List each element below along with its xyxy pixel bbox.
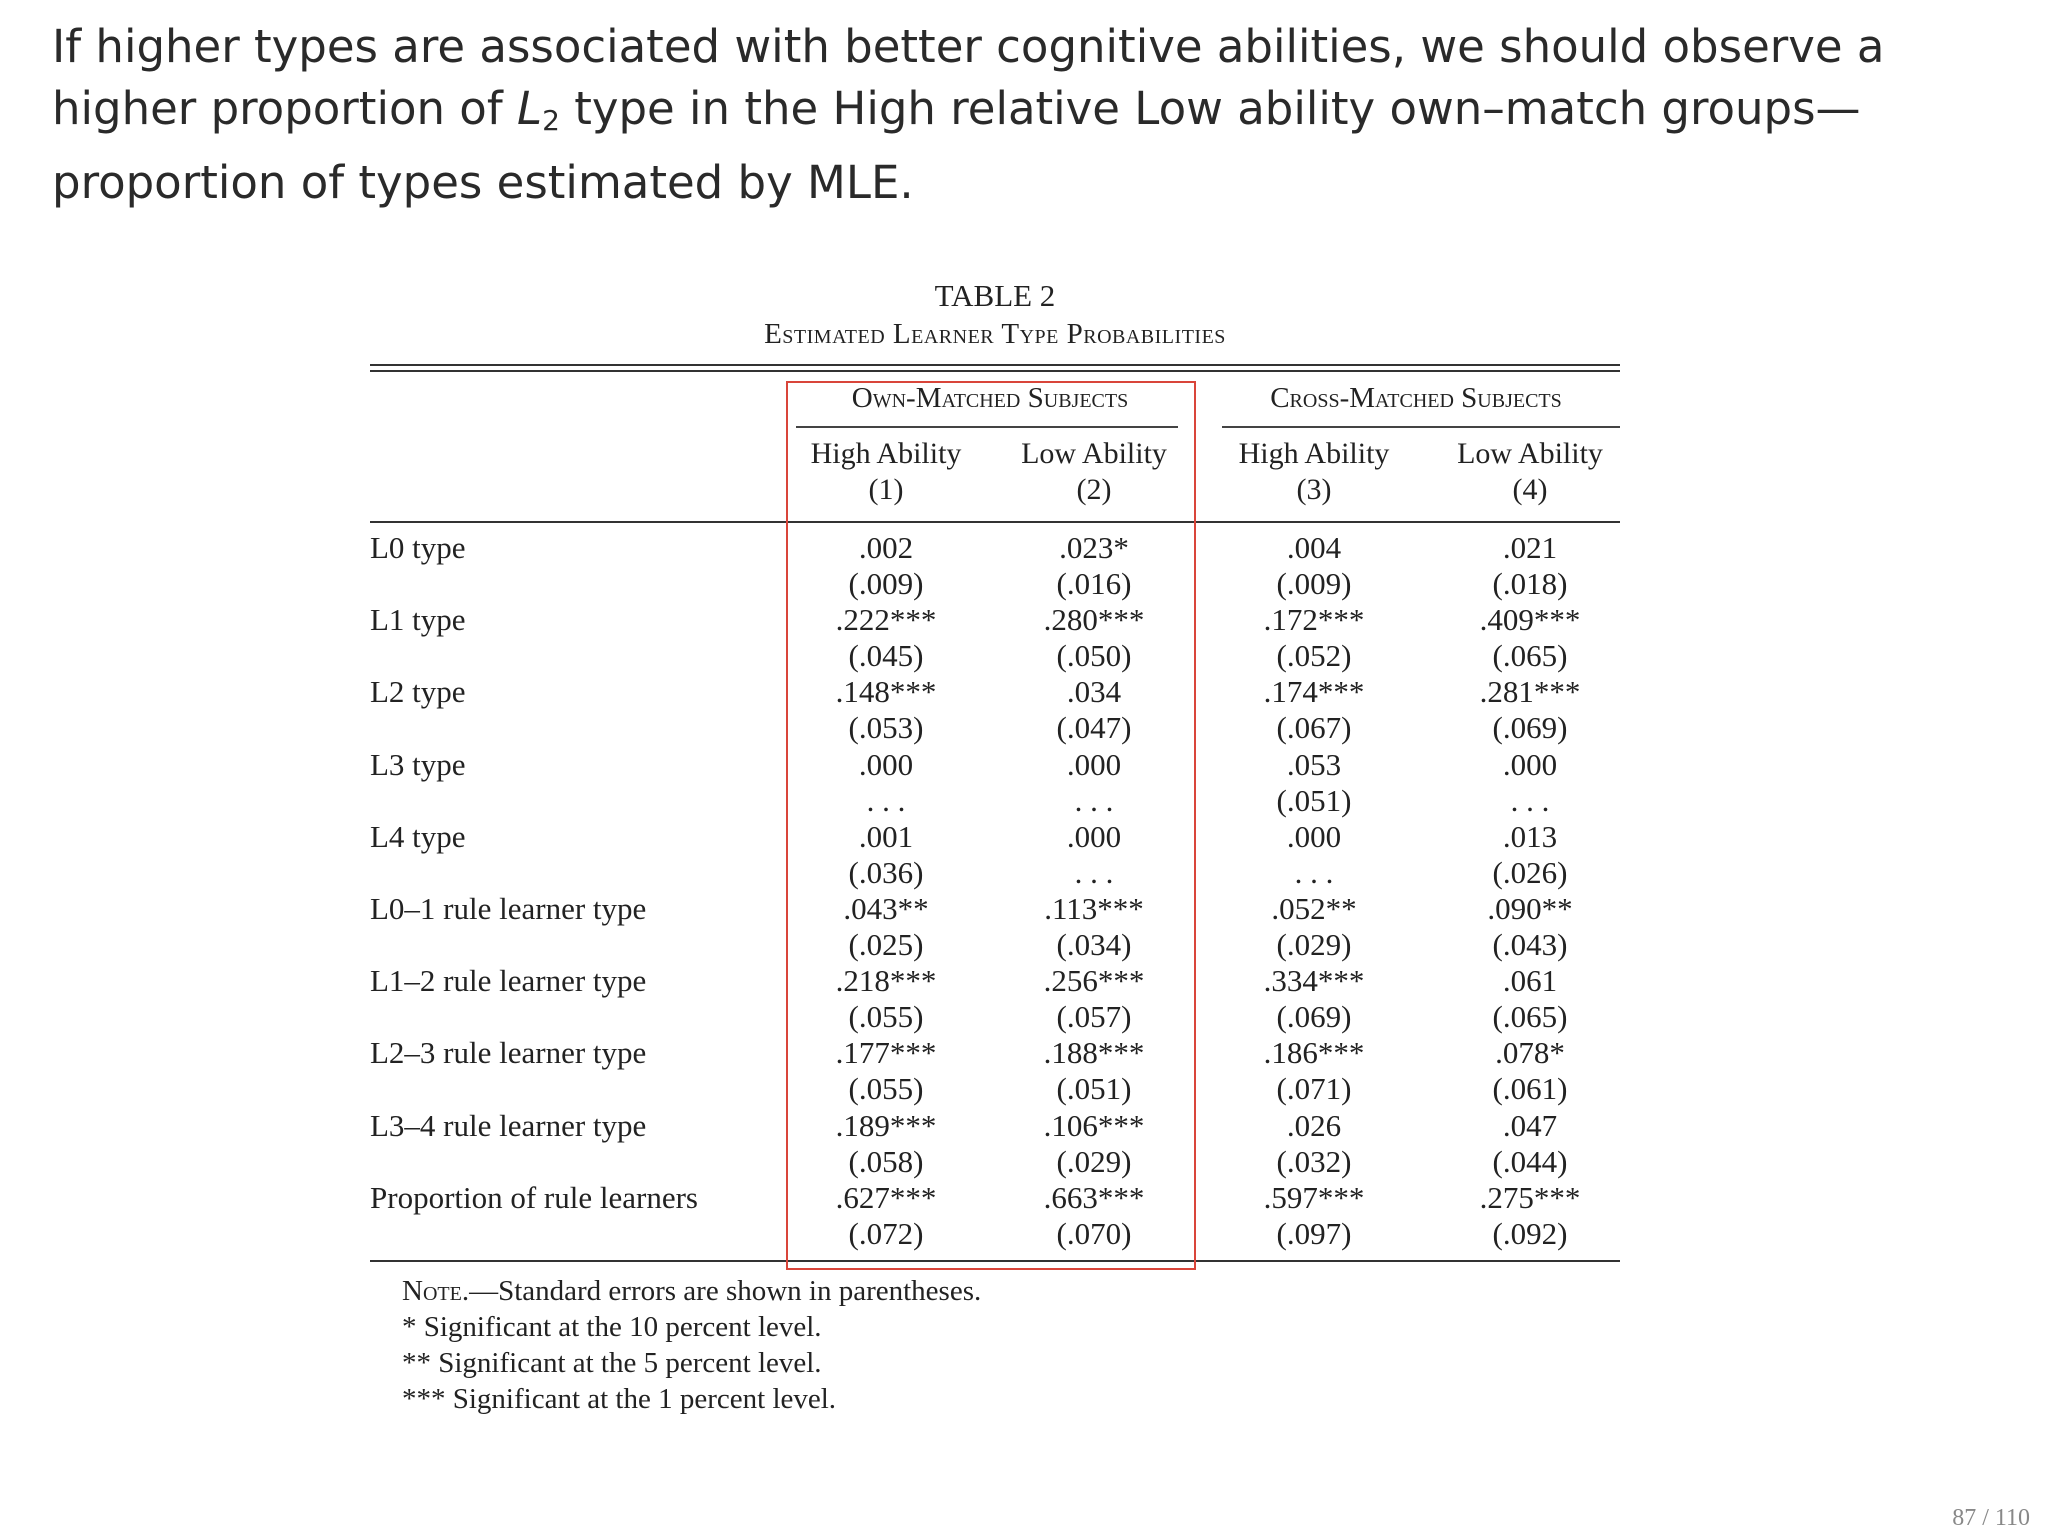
std-error-cell: (.065): [1492, 638, 1568, 674]
estimate-cell: .627***: [835, 1179, 937, 1215]
note-lead: Note.: [402, 1275, 470, 1307]
estimate-cell: .281***: [1479, 674, 1581, 710]
std-error-cell: (.009): [1276, 566, 1352, 601]
estimate-cell: .222***: [835, 602, 937, 638]
std-error-cell: (.045): [848, 638, 924, 674]
std-error-cell: (.018): [1492, 566, 1568, 601]
intro-text: If higher types are associated with better cognitive abilities, we should observe a higher proportion of $L_2$ type in the High relative Low ability own–match groups—proportion of types estimated by MLE.: [52, 20, 1885, 209]
estimate-cell: .023*: [1059, 530, 1129, 565]
estimate-cell: .177***: [835, 1035, 937, 1071]
std-error-cell: (.057): [1056, 999, 1132, 1035]
row-label: L1 type: [370, 602, 466, 638]
estimate-cell: .090**: [1487, 891, 1573, 926]
footnote-10pct: * Significant at the 10 percent level.: [402, 1311, 822, 1343]
row-label: L1–2 rule learner type: [370, 963, 647, 999]
std-error-cell: . . .: [1074, 854, 1114, 890]
column-header-low-ability-cross: [1430, 436, 1630, 508]
math-variable: L: [517, 82, 543, 135]
estimate-cell: .113***: [1044, 891, 1144, 926]
std-error-cell: (.053): [848, 710, 924, 746]
column-name: Low Ability: [1021, 437, 1167, 470]
estimate-cell: .597***: [1263, 1179, 1365, 1215]
std-error-cell: (.092): [1492, 1215, 1568, 1251]
footnote-1pct: *** Significant at the 1 percent level.: [402, 1383, 837, 1415]
estimate-cell: .000: [1286, 818, 1342, 854]
std-error-cell: (.044): [1492, 1143, 1568, 1179]
row-label: L2 type: [370, 674, 466, 710]
estimate-cell: .334***: [1263, 963, 1365, 999]
column-number: (1): [868, 473, 904, 506]
column-number: (3): [1296, 473, 1332, 506]
std-error-cell: (.029): [1276, 927, 1352, 962]
std-error-cell: (.016): [1056, 566, 1132, 601]
column-name: High Ability: [1238, 437, 1390, 470]
column-number: (2): [1076, 473, 1112, 506]
estimate-cell: .061: [1502, 963, 1558, 999]
page-number: 87 / 110: [1952, 1505, 2030, 1531]
estimate-cell: .026: [1286, 1107, 1342, 1143]
note-text: —Standard errors are shown in parentheses.: [469, 1275, 982, 1307]
estimate-cell: .106***: [1043, 1107, 1145, 1143]
estimate-cell: .043**: [843, 891, 929, 926]
estimate-cell: .172***: [1263, 602, 1365, 638]
std-error-cell: . . .: [1294, 854, 1334, 890]
std-error-cell: (.069): [1492, 710, 1568, 746]
estimate-cell: .256***: [1043, 963, 1145, 999]
std-error-cell: (.061): [1492, 1071, 1568, 1107]
table-note: [402, 1273, 981, 1417]
estimate-cell: .186***: [1263, 1035, 1365, 1071]
estimate-cell: .188***: [1043, 1035, 1145, 1071]
estimate-cell: .174***: [1263, 674, 1365, 710]
top-rule-2: [370, 370, 1620, 372]
group-header-own-matched: Own-Matched Subjects: [851, 382, 1129, 414]
row-label: L0–1 rule learner type: [370, 891, 647, 926]
estimate-cell: .047: [1502, 1107, 1558, 1143]
std-error-cell: (.069): [1276, 999, 1352, 1035]
estimate-cell: .004: [1286, 530, 1342, 565]
std-error-cell: (.036): [848, 854, 924, 890]
std-error-cell: (.055): [848, 999, 924, 1035]
row-label: L3 type: [370, 746, 466, 782]
estimate-cell: .000: [1066, 818, 1122, 854]
estimate-cell: .663***: [1043, 1179, 1145, 1215]
estimate-cell: .275***: [1479, 1179, 1581, 1215]
estimate-cell: .000: [858, 746, 914, 782]
group-underline-cross: [1222, 426, 1620, 428]
std-error-cell: (.058): [848, 1143, 924, 1179]
std-error-cell: (.065): [1492, 999, 1568, 1035]
std-error-cell: (.026): [1492, 854, 1568, 890]
std-error-cell: (.050): [1056, 638, 1132, 674]
std-error-cell: (.097): [1276, 1215, 1352, 1251]
std-error-cell: (.055): [848, 1071, 924, 1107]
column-name: High Ability: [810, 437, 962, 470]
std-error-cell: (.051): [1056, 1071, 1132, 1107]
estimate-cell: .409***: [1479, 602, 1581, 638]
std-error-cell: (.032): [1276, 1143, 1352, 1179]
std-error-cell: (.067): [1276, 710, 1352, 746]
estimate-cell: .000: [1502, 746, 1558, 782]
estimate-cell: .034: [1066, 674, 1122, 710]
estimate-cell: .052**: [1271, 891, 1357, 926]
estimate-cell: .148***: [835, 674, 937, 710]
estimate-cell: .013: [1502, 818, 1558, 854]
own-matched-highlight-box: [786, 381, 1196, 1270]
footnote-5pct: ** Significant at the 5 percent level.: [402, 1347, 822, 1379]
estimate-cell: .000: [1066, 746, 1122, 782]
std-error-cell: . . .: [1510, 782, 1550, 818]
std-error-cell: (.009): [848, 566, 924, 601]
estimate-cell: .189***: [835, 1107, 937, 1143]
std-error-cell: (.071): [1276, 1071, 1352, 1107]
column-name: Low Ability: [1457, 437, 1603, 470]
row-label: L3–4 rule learner type: [370, 1107, 647, 1143]
column-header-high-ability-cross: [1214, 436, 1414, 508]
column-number: (4): [1512, 473, 1548, 506]
row-label: L4 type: [370, 818, 466, 854]
std-error-cell: . . .: [866, 782, 906, 818]
math-subscript: 2: [542, 104, 560, 137]
estimate-cell: .078*: [1495, 1035, 1565, 1071]
std-error-cell: (.029): [1056, 1143, 1132, 1179]
top-rule-1: [370, 364, 1620, 366]
std-error-cell: (.052): [1276, 638, 1352, 674]
std-error-cell: (.047): [1056, 710, 1132, 746]
std-error-cell: (.043): [1492, 927, 1568, 962]
group-header-cross-matched: Cross-Matched Subjects: [1270, 382, 1562, 414]
row-label: L2–3 rule learner type: [370, 1035, 647, 1071]
table-subtitle: Estimated Learner Type Probabilities: [764, 318, 1226, 350]
std-error-cell: (.072): [848, 1215, 924, 1251]
std-error-cell: (.070): [1056, 1215, 1132, 1251]
estimate-cell: .280***: [1043, 602, 1145, 638]
estimate-cell: .053: [1286, 746, 1342, 782]
std-error-cell: (.051): [1276, 782, 1352, 818]
table-title: TABLE 2: [934, 278, 1056, 313]
estimate-cell: .001: [858, 818, 914, 854]
row-label: Proportion of rule learners: [370, 1179, 698, 1215]
estimate-cell: .002: [858, 530, 914, 565]
estimate-cell: .021: [1502, 530, 1558, 565]
std-error-cell: . . .: [1074, 782, 1114, 818]
std-error-cell: (.025): [848, 927, 924, 962]
row-label: L0 type: [370, 530, 466, 565]
std-error-cell: (.034): [1056, 927, 1132, 962]
estimate-cell: .218***: [835, 963, 937, 999]
